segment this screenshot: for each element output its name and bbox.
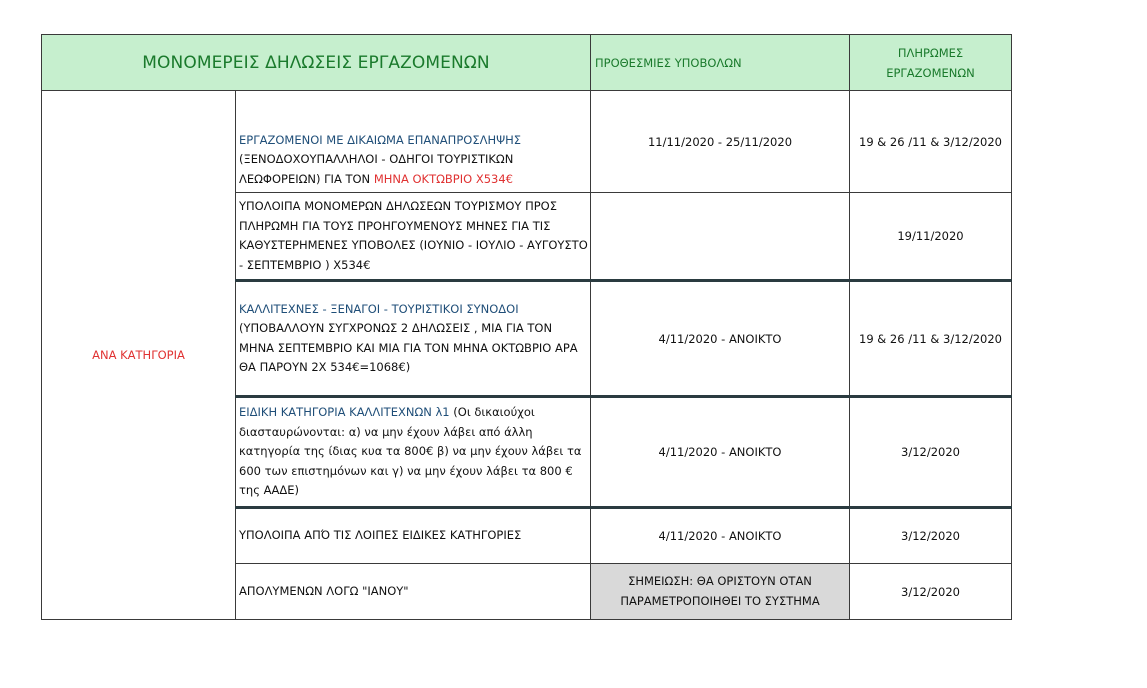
- header-payments-line1: ΠΛΗΡΩΜΕΣ: [897, 45, 964, 60]
- row-text: ΑΠΟΛΥΜΕΝΩΝ ΛΟΓΩ "ΙΑΝΟΥ": [239, 583, 409, 598]
- row-payment: 19/11/2020: [850, 193, 1012, 281]
- row-description: [236, 508, 591, 564]
- header-row: [42, 35, 1012, 91]
- row-deadline: [591, 193, 850, 281]
- row-description: [236, 193, 591, 281]
- row-description: [236, 91, 591, 193]
- row-title: ΕΡΓΑΖΟΜΕΝΟΙ ΜΕ ΔΙΚΑΙΩΜΑ ΕΠΑΝΑΠΡΟΣΛΗΨΗΣ: [239, 132, 522, 147]
- row-payment: 3/12/2020: [850, 508, 1012, 564]
- row-payment: 3/12/2020: [850, 397, 1012, 508]
- row-deadline: 11/11/2020 - 25/11/2020: [591, 91, 850, 193]
- row-description: [236, 397, 591, 508]
- row-deadline: 4/11/2020 - ΑΝΟΙΚΤΟ: [591, 397, 850, 508]
- row-highlight: ΜΗΝΑ ΟΚΤΩΒΡΙΟ Χ534€: [373, 171, 513, 186]
- row-description: [236, 281, 591, 397]
- row-text: (ΞΕΝΟΔΟΧΟΥΠΑΛΛΗΛΟΙ - ΟΔΗΓΟΙ ΤΟΥΡΙΣΤΙΚΩΝ ΛΕΩΦΟΡΕΙΩΝ) ΓΙΑ ΤΟΝ: [239, 152, 514, 186]
- row-deadline: 4/11/2020 - ΑΝΟΙΚΤΟ: [591, 508, 850, 564]
- row-payment: 19 & 26 /11 & 3/12/2020: [850, 91, 1012, 193]
- row-text: ΥΠΟΛΟΙΠΑ ΜΟΝΟΜΕΡΩΝ ΔΗΛΩΣΕΩΝ ΤΟΥΡΙΣΜΟΥ ΠΡΟΣ ΠΛΗΡΩΜΗ ΓΙΑ ΤΟΥΣ ΠΡΟΗΓΟΥΜΕΝΟΥΣ ΜΗΝΕΣ ΓΙΑ ΤΙΣ ΚΑΘΥΣΤΕΡΗΜΕΝΕΣ ΥΠΟΒΟΛΕΣ (ΙΟΥΝΙΟ - ΙΟΥΛΙΟ - ΑΥΓΟΥΣΤΟ - ΣΕΠΤΕΜΒΡΙΟ ) Χ534€: [239, 199, 588, 272]
- category-cell: ΑΝΑ ΚΑΤΗΓΟΡΙΑ: [42, 91, 236, 620]
- row-text: (Οι δικαιούχοι διασταυρώνονται: α) να μην έχουν λάβει από άλλη κατηγορία της ίδιας κυα τα 800€ β) να μην έχουν λάβει τα 600 των επιστημόνων και γ) να μην έχουν λάβει τα 800 € της ΑΑΔΕ): [239, 405, 582, 498]
- row-note: [591, 564, 850, 620]
- table-row: [42, 91, 1012, 193]
- note-text: ΣΗΜΕΙΩΣΗ: ΘΑ ΟΡΙΣΤΟΥΝ ΟΤΑΝ ΠΑΡΑΜΕΤΡΟΠΟΙΗΘΕΙ ΤΟ ΣΥΣΤΗΜΑ: [620, 574, 820, 608]
- header-title: ΜΟΝΟΜΕΡΕΙΣ ΔΗΛΩΣΕΙΣ ΕΡΓΑΖΟΜΕΝΩΝ: [42, 35, 591, 91]
- row-title: ΚΑΛΛΙΤΕΧΝΕΣ - ΞΕΝΑΓΟΙ - ΤΟΥΡΙΣΤΙΚΟΙ ΣΥΝΟΔΟΙ: [239, 301, 519, 316]
- declarations-table: [41, 34, 1012, 620]
- row-payment: 3/12/2020: [850, 564, 1012, 620]
- header-deadlines: ΠΡΟΘΕΣΜΙΕΣ ΥΠΟΒΟΛΩΝ: [591, 35, 850, 91]
- row-text: ΥΠΟΛΟΙΠΑ ΑΠΌ ΤΙΣ ΛΟΙΠΕΣ ΕΙΔΙΚΕΣ ΚΑΤΗΓΟΡΙΕΣ: [239, 528, 522, 543]
- header-payments: [850, 35, 1012, 91]
- row-title: ΕΙΔΙΚΗ ΚΑΤΗΓΟΡΙΑ ΚΑΛΛΙΤΕΧΝΩΝ λ1: [239, 405, 450, 420]
- header-payments-line2: ΕΡΓΑΖΟΜΕΝΩΝ: [886, 65, 975, 80]
- row-payment: 19 & 26 /11 & 3/12/2020: [850, 281, 1012, 397]
- row-description: [236, 564, 591, 620]
- row-deadline: 4/11/2020 - ΑΝΟΙΚΤΟ: [591, 281, 850, 397]
- row-text: (ΥΠΟΒΑΛΛΟΥΝ ΣΥΓΧΡΟΝΩΣ 2 ΔΗΛΩΣΕΙΣ , ΜΙΑ ΓΙΑ ΤΟΝ ΜΗΝΑ ΣΕΠΤΕΜΒΡΙΟ ΚΑΙ ΜΙΑ ΓΙΑ ΤΟΝ ΜΗΝΑ ΟΚΤΩΒΡΙΟ ΑΡΑ ΘΑ ΠΑΡΟΥΝ 2Χ 534€=1068€): [239, 321, 578, 374]
